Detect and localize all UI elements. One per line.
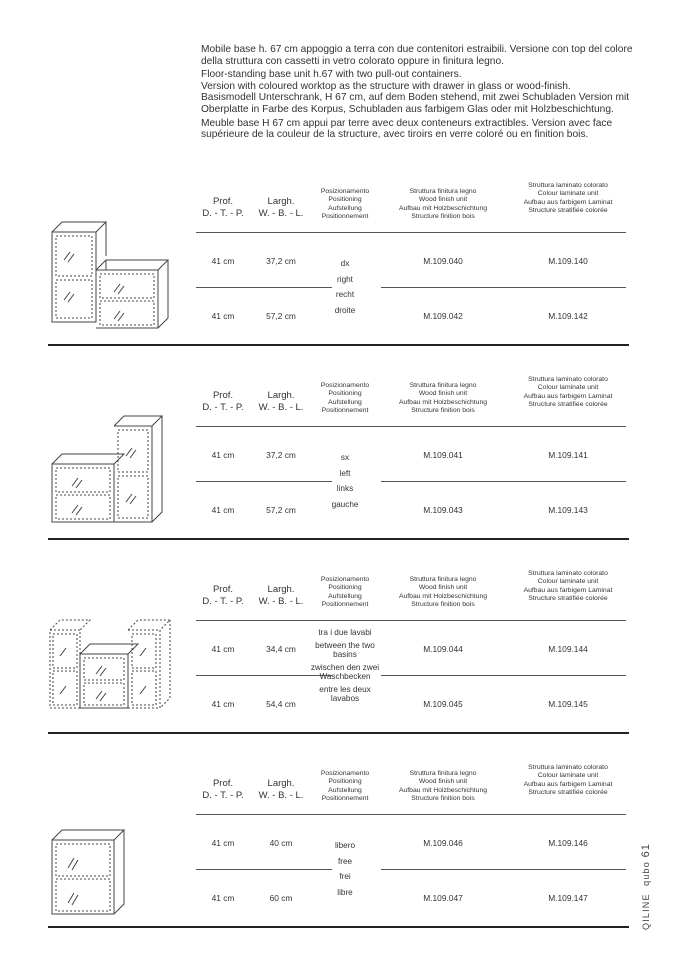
header-laminate	[508, 182, 628, 216]
header-wood-de: Aufbau mit Holzbeschichtung	[398, 204, 488, 212]
intro-french: Meuble base H 67 cm appui par terre avec deux conteneurs extractibles. Version avec face supérieure de la couleur de la structure, avec tiroirs en verre coloré ou en finition bois.	[201, 117, 613, 141]
header-largh-sub: W. - B. - L.	[258, 402, 304, 413]
header-rule	[196, 426, 626, 427]
pos-en: left	[339, 468, 351, 478]
row-rule-right	[381, 481, 626, 482]
header-largh	[252, 196, 310, 220]
row-rule-right	[381, 287, 626, 288]
header-wood	[388, 770, 498, 804]
header-rule	[196, 232, 626, 233]
cabinet-between-basins-illustration	[48, 584, 193, 724]
row2-wood-code: M.109.042	[423, 311, 463, 321]
row2-wood-code: M.109.043	[423, 505, 463, 515]
row1-wood-code: M.109.046	[423, 838, 463, 848]
header-prof-label: Prof.	[212, 390, 234, 401]
pos-fr: droite	[334, 305, 356, 315]
header-largh	[252, 584, 310, 608]
positioning-values	[310, 838, 380, 900]
header-pos-en: Positioning	[328, 196, 362, 204]
header-wood-fr: Structure finition bois	[411, 407, 475, 415]
pos-de: recht	[335, 290, 355, 299]
header-positioning	[310, 576, 380, 610]
header-lam-it: Struttura laminato colorato	[528, 182, 608, 189]
header-laminate	[508, 570, 628, 604]
header-pos-fr: Positionnement	[321, 213, 369, 221]
header-pos-de: Aufstellung	[328, 204, 362, 212]
row2-laminate-code: M.109.142	[548, 311, 588, 321]
row2-laminate-code: M.109.147	[548, 893, 588, 903]
row2-prof: 41 cm	[211, 311, 235, 321]
header-lam-en: Colour laminate unit	[537, 384, 599, 392]
row2-prof: 41 cm	[211, 699, 235, 709]
pos-de: frei	[339, 872, 351, 881]
row2-laminate-code: M.109.143	[548, 505, 588, 515]
pos-fr: gauche	[331, 499, 359, 509]
row1-wood-code: M.109.040	[423, 256, 463, 266]
header-largh-sub: W. - B. - L.	[258, 790, 304, 801]
header-wood-en: Wood finish unit	[418, 196, 468, 204]
row1-laminate-code: M.109.140	[548, 256, 588, 266]
header-wood-it: Struttura finitura legno	[409, 188, 477, 195]
header-wood-it: Struttura finitura legno	[409, 382, 477, 389]
header-wood-fr: Structure finition bois	[411, 601, 475, 609]
header-largh-label: Largh.	[267, 584, 295, 595]
header-lam-it: Struttura laminato colorato	[528, 764, 608, 771]
product-section-between-basins	[48, 564, 629, 734]
header-lam-fr: Structure stratifiée colorée	[528, 789, 608, 797]
pos-de: links	[336, 484, 354, 493]
pos-it: sx	[340, 453, 350, 462]
product-name: qubo	[641, 861, 651, 886]
header-laminate	[508, 376, 628, 410]
header-wood	[388, 382, 498, 416]
row-rule-right	[381, 869, 626, 870]
row1-laminate-code: M.109.144	[548, 644, 588, 654]
header-largh-sub: W. - B. - L.	[258, 208, 304, 219]
header-prof-label: Prof.	[212, 196, 234, 207]
header-wood-fr: Structure finition bois	[411, 213, 475, 221]
pos-de: zwischen den zwei Waschbecken	[310, 662, 380, 681]
header-pos-de: Aufstellung	[328, 786, 362, 794]
header-positioning	[310, 188, 380, 222]
header-pos-it: Posizionamento	[320, 770, 370, 777]
header-prof-sub: D. - T. - P.	[202, 402, 244, 413]
header-lam-fr: Structure stratifiée colorée	[528, 207, 608, 215]
row1-largh: 40 cm	[269, 838, 293, 848]
header-wood-en: Wood finish unit	[418, 778, 468, 786]
row2-largh: 57,2 cm	[266, 505, 296, 515]
intro-english	[201, 69, 641, 92]
row2-largh: 54,4 cm	[266, 699, 296, 709]
header-lam-fr: Structure stratifiée colorée	[528, 401, 608, 409]
header-rule	[196, 620, 626, 621]
pos-it: tra i due lavabi	[318, 628, 372, 637]
row1-largh: 37,2 cm	[266, 256, 296, 266]
header-pos-fr: Positionnement	[321, 407, 369, 415]
positioning-values	[310, 256, 380, 318]
header-prof-sub: D. - T. - P.	[202, 208, 244, 219]
row2-wood-code: M.109.047	[423, 893, 463, 903]
header-wood	[388, 576, 498, 610]
row2-prof: 41 cm	[211, 893, 235, 903]
intro-italian: Mobile base h. 67 cm appoggio a terra con due contenitori estraibili. Versione con top del colore della struttura con cassetti in vetro colorato oppure in finitura legno.	[201, 44, 633, 67]
page-number: 61	[640, 843, 652, 858]
intro-german: Basismodell Unterschrank, H 67 cm, auf dem Boden stehend, mit zwei Schubladen Version mit Oberplatte in Farbe des Korpus, Schubladen aus farbigem Glas oder mit Holzbeschichtung.	[201, 92, 630, 115]
cabinet-free-illustration	[48, 778, 193, 918]
header-pos-en: Positioning	[328, 778, 362, 786]
header-largh	[252, 778, 310, 802]
header-wood-en: Wood finish unit	[418, 584, 468, 592]
header-largh-label: Largh.	[267, 196, 295, 207]
header-lam-it: Struttura laminato colorato	[528, 376, 608, 383]
row-rule-right	[381, 675, 626, 676]
header-lam-de: Aufbau aus farbigem Laminat	[523, 198, 613, 206]
row1-wood-code: M.109.044	[423, 644, 463, 654]
header-pos-it: Posizionamento	[320, 188, 370, 195]
header-wood-it: Struttura finitura legno	[409, 770, 477, 777]
header-prof	[198, 390, 248, 414]
header-positioning	[310, 770, 380, 804]
header-positioning	[310, 382, 380, 416]
header-prof-label: Prof.	[212, 778, 234, 789]
row2-laminate-code: M.109.145	[548, 699, 588, 709]
header-wood-de: Aufbau mit Holzbeschichtung	[398, 398, 488, 406]
product-section-right	[48, 176, 629, 346]
header-pos-fr: Positionnement	[321, 601, 369, 609]
row1-prof: 41 cm	[211, 838, 235, 848]
pos-it: dx	[340, 259, 350, 268]
header-wood	[388, 188, 498, 222]
header-wood-de: Aufbau mit Holzbeschichtung	[398, 786, 488, 794]
row1-largh: 37,2 cm	[266, 450, 296, 460]
brand-name: QILINE	[641, 893, 651, 930]
pos-fr: libre	[337, 887, 353, 897]
intro-text	[201, 44, 641, 143]
header-lam-de: Aufbau aus farbigem Laminat	[523, 780, 613, 788]
row1-laminate-code: M.109.141	[548, 450, 588, 460]
header-lam-de: Aufbau aus farbigem Laminat	[523, 392, 613, 400]
header-wood-de: Aufbau mit Holzbeschichtung	[398, 592, 488, 600]
product-section-free	[48, 758, 629, 928]
pos-en: right	[337, 274, 353, 284]
header-prof-sub: D. - T. - P.	[202, 596, 244, 607]
row2-largh: 60 cm	[269, 893, 293, 903]
header-pos-fr: Positionnement	[321, 795, 369, 803]
header-pos-it: Posizionamento	[320, 382, 370, 389]
cabinet-left-illustration	[48, 390, 193, 530]
row1-prof: 41 cm	[211, 450, 235, 460]
side-page-label	[640, 843, 652, 930]
header-prof	[198, 584, 248, 608]
header-pos-en: Positioning	[328, 390, 362, 398]
row1-wood-code: M.109.041	[423, 450, 463, 460]
header-prof	[198, 196, 248, 220]
row2-largh: 57,2 cm	[266, 311, 296, 321]
header-lam-it: Struttura laminato colorato	[528, 570, 608, 577]
pos-en: free	[337, 856, 353, 866]
row1-largh: 34,4 cm	[266, 644, 296, 654]
header-prof-label: Prof.	[212, 584, 234, 595]
row2-wood-code: M.109.045	[423, 699, 463, 709]
header-largh-label: Largh.	[267, 778, 295, 789]
intro-english-line2: Version with coloured worktop as the structure with drawer in glass or wood-finish.	[201, 80, 571, 92]
header-lam-en: Colour laminate unit	[537, 190, 599, 198]
row1-prof: 41 cm	[211, 256, 235, 266]
cabinet-right-illustration	[48, 196, 193, 336]
positioning-values	[310, 450, 380, 512]
header-lam-fr: Structure stratifiée colorée	[528, 595, 608, 603]
row1-laminate-code: M.109.146	[548, 838, 588, 848]
header-prof-sub: D. - T. - P.	[202, 790, 244, 801]
header-largh-sub: W. - B. - L.	[258, 596, 304, 607]
header-rule	[196, 814, 626, 815]
pos-en: between the two basins	[315, 640, 375, 659]
header-lam-en: Colour laminate unit	[537, 578, 599, 586]
pos-it: libero	[334, 841, 356, 850]
product-section-left	[48, 370, 629, 540]
header-laminate	[508, 764, 628, 798]
positioning-values	[310, 628, 380, 704]
header-lam-de: Aufbau aus farbigem Laminat	[523, 586, 613, 594]
header-pos-de: Aufstellung	[328, 592, 362, 600]
header-wood-en: Wood finish unit	[418, 390, 468, 398]
header-pos-en: Positioning	[328, 584, 362, 592]
header-lam-en: Colour laminate unit	[537, 772, 599, 780]
intro-english-line1: Floor-standing base unit h.67 with two pull-out containers.	[201, 69, 462, 81]
header-largh-label: Largh.	[267, 390, 295, 401]
row1-prof: 41 cm	[211, 644, 235, 654]
row2-prof: 41 cm	[211, 505, 235, 515]
header-wood-it: Struttura finitura legno	[409, 576, 477, 583]
header-largh	[252, 390, 310, 414]
header-wood-fr: Structure finition bois	[411, 795, 475, 803]
header-pos-it: Posizionamento	[320, 576, 370, 583]
header-prof	[198, 778, 248, 802]
header-pos-de: Aufstellung	[328, 398, 362, 406]
pos-fr: entre les deux lavabos	[319, 684, 371, 703]
